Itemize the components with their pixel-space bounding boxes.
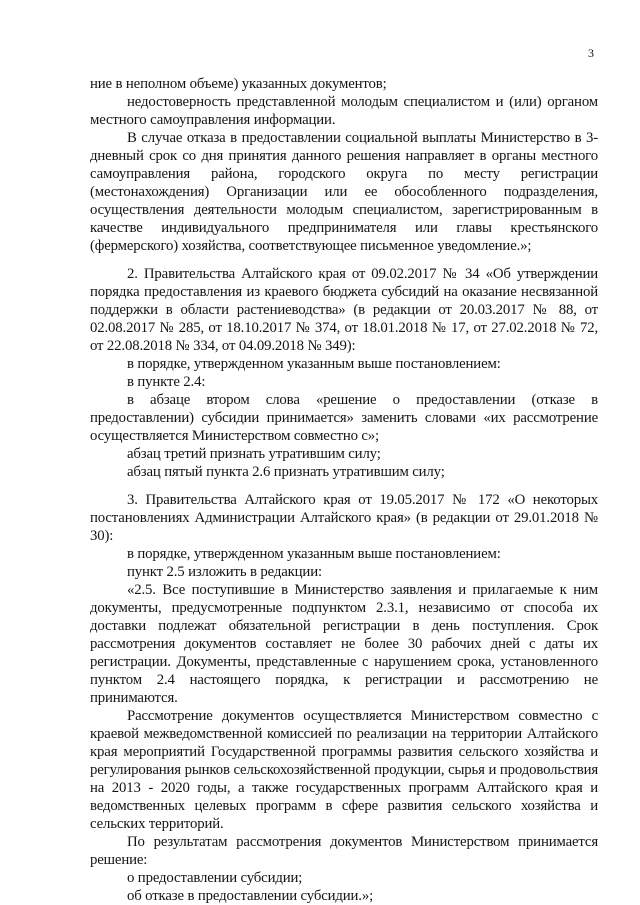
paragraph-order-intro-1: в порядке, утвержденном указанным выше постановлением: [127, 356, 501, 372]
paragraph-item-3: 3. Правительства Алтайского края от 19.05.2017 № 172 «О некоторых постановлениях Администрации Алтайского края» (в редакции от 29.01.2018 № 30): [90, 492, 598, 544]
page-number: 3 [588, 46, 594, 60]
paragraph-unreliability: недостоверность представленной молодым специалистом и (или) органом местного самоуправления информации. [90, 94, 598, 128]
paragraph-second-abzac: в абзаце втором слова «решение о предоставлении (отказе в предоставлении) субсидии принимается» заменить словами «их рассмотрение осуществляется Министерством совместно с»; [90, 392, 598, 444]
paragraph-order-intro-2: в порядке, утвержденном указанным выше постановлением: [127, 546, 501, 562]
paragraph-refusal: об отказе в предоставлении субсидии.»; [127, 888, 374, 904]
paragraph-fifth-abzac: абзац пятый пункта 2.6 признать утратившим силу; [127, 464, 445, 480]
paragraph-third-abzac: абзац третий признать утратившим силу; [127, 446, 381, 462]
paragraph-quote-2-5: «2.5. Все поступившие в Министерство заявления и прилагаемые к ним документы, предусмотренные подпунктом 2.3.1, независимо от способа их доставки подлежат обязательной регистрации в день поступления. Срок рассмотрения документов составляет не более 30 рабочих дней с даты их регистрации. Документы, представленные с нарушением срока, установленного пунктом 2.4 настоящего порядка, к регистрации и рассмотрению не принимаются. [90, 582, 598, 706]
paragraph-grant: о предоставлении субсидии; [127, 870, 303, 886]
paragraph-decision: По результатам рассмотрения документов Министерством принимается решение: [90, 834, 598, 868]
paragraph-point-2-5: пункт 2.5 изложить в редакции: [127, 564, 322, 580]
paragraph-commission: Рассмотрение документов осуществляется Министерством совместно с краевой межведомственной комиссией по реализации на территории Алтайского края мероприятий Государственной программы развития сельского хозяйства и регулирования рынков сельскохозяйственной продукции, сырья и продовольствия на 2013 - 2020 годы, а также государственных программ Алтайского края и ведомственных целевых программ в сфере развития сельского хозяйства и сельских территорий. [90, 708, 598, 832]
paragraph-item-2: 2. Правительства Алтайского края от 09.02.2017 № 34 «Об утверждении порядка предоставления из краевого бюджета субсидий на оказание несвязанной поддержки в области растениеводства» (в редакции от 20.03.2017 № 88, от 02.08.2017 № 285, от 18.10.2017 № 374, от 18.01.2018 № 17, от 27.02.2018 № 72, от 22.08.2018 № 334, от 04.09.2018 № 349): [90, 266, 598, 354]
paragraph-continuation: ние в неполном объеме) указанных документов; [90, 76, 387, 92]
paragraph-refusal-notice: В случае отказа в предоставлении социальной выплаты Министерство в 3-дневный срок со дня принятия данного решения направляет в органы местного самоуправления района, городского округа по месту регистрации (местонахождения) Организации или ее обособленного подразделения, осуществления деятельности молодым специалистом, зарегистрированным в качестве индивидуального предпринимателя или главы крестьянского (фермерского) хозяйства, соответствующее письменное уведомление.»; [90, 130, 598, 254]
paragraph-point-2-4: в пункте 2.4: [127, 374, 206, 390]
document-body [90, 75, 598, 905]
